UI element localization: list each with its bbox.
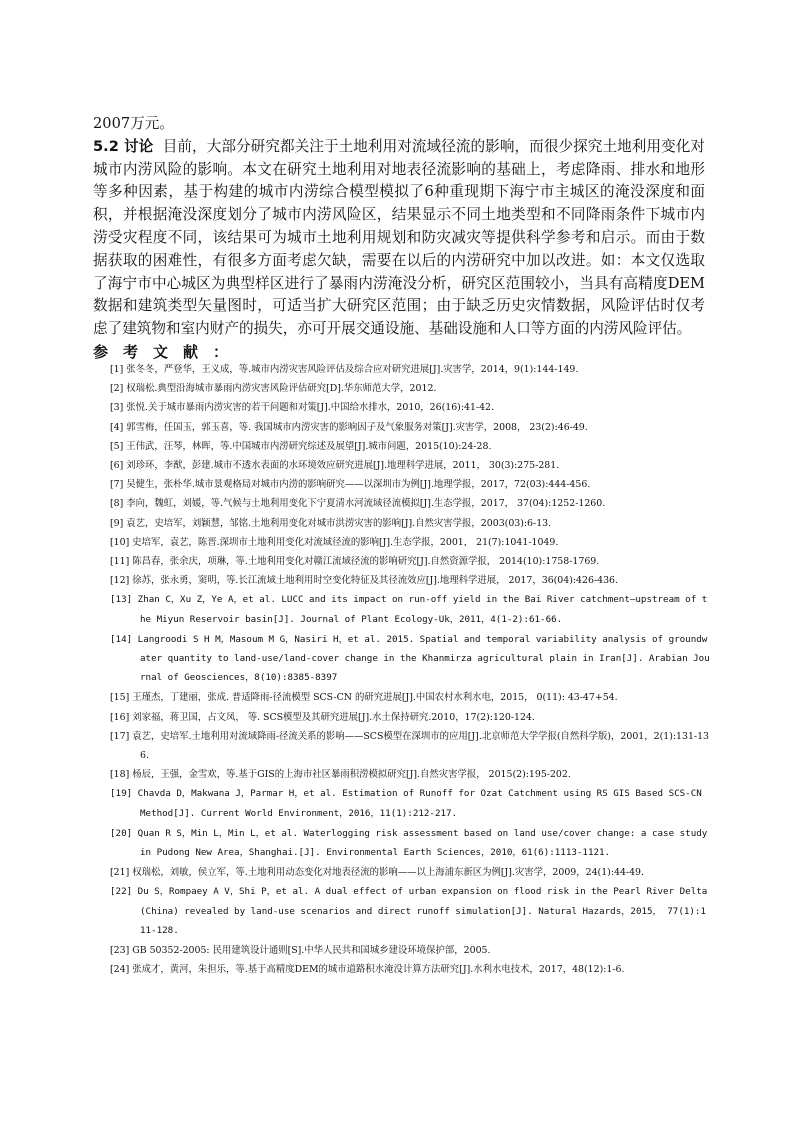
discussion-section bbox=[93, 113, 705, 341]
continuation-line: 2007万元。 bbox=[93, 115, 174, 132]
discussion-paragraph bbox=[93, 136, 705, 341]
reference-item: [16] 刘家福，蒋卫国，占文凤， 等. SCS模型及其研究进展[J].水土保持研究.2010，17(2):120-124. bbox=[110, 711, 535, 723]
reference-item: [24] 张成才，黄河，朱担乐，等.基于高精度DEM的城市道路积水淹没计算方法研究[J].水利水电技术，2017，48(12):1-6. bbox=[110, 964, 625, 976]
reference-item: [2] 权瑞松.典型沿海城市暴雨内涝灾害风险评估研究[D].华东师范大学，2012. bbox=[110, 383, 437, 395]
reference-item: [6] 刘珍环，李猷，彭建.城市不透水表面的水环境效应研究进展[J].地理科学进展，2011， 30(3):275-281. bbox=[110, 460, 560, 472]
discussion-text: 目前，大部分研究都关注于土地利用对流域径流的影响，而很少探究土地利用变化对城市内涝风险的影响。本文在研究土地利用对地表径流影响的基础上，考虑降雨、排水和地形等多种因素，基于构建的城市内涝综合模型模拟了6种重现期下海宁市主城区的淹没深度和面积，并根据淹没深度划分了城市内涝风险区，结果显示不同土地类型和不同降雨条件下城市内涝受灾程度不同，该结果可为城市土地利用规划和防灾减灾等提供科学参考和启示。而由于数据获取的困难性，有很多方面考虑欠缺，需要在以后的内涝研究中加以改进。如：本文仅选取了海宁市中心城区为典型样区进行了暴雨内涝淹没分析，研究区范围较小，当具有高精度DEM数据和建筑类型矢量图时，可适当扩大研究区范围；由于缺乏历史灾情数据，风险评估时仅考虑了建筑物和室内财产的损失，亦可开展交通设施、基础设施和人口等方面的内涝风险评估。 bbox=[93, 137, 705, 338]
reference-item: [9] 袁艺，史培军，刘颖慧，邹铭.土地利用变化对城市洪涝灾害的影响[J].自然灾害学报，2003(03):6-13. bbox=[110, 517, 552, 529]
reference-item: [22] Du S，Rompaey A V，Shi P，et al. A dual effect of urban expansion on flood risk in the Pearl River Delta (China) revealed by land-use scenarios and direct runoff simulation[J]. Natural Hazards，2015， 77(1):111-128. bbox=[110, 886, 708, 936]
section-heading: 5.2 讨论 bbox=[93, 137, 154, 155]
reference-item: [21] 权瑞松，刘敏，侯立军，等.土地利用动态变化对地表径流的影响——以上海浦东新区为例[J].灾害学，2009，24(1):44-49. bbox=[110, 867, 644, 879]
reference-item: [15] 王瑾杰，丁建丽，张成. 普适降雨-径流模型 SCS-CN 的研究进展[J].中国农村水利水电，2015， 0(11): 43-47+54. bbox=[110, 692, 618, 704]
reference-item: [1] 张冬冬，严登华，王义成，等.城市内涝灾害风险评估及综合应对研究进展[J].灾害学，2014，9(1):144-149. bbox=[110, 364, 579, 375]
reference-item: [20] Quan R S，Min L，Min L，et al. Waterlogging risk assessment based on land use/cover change: a case study in Pudong New Area，Shanghai.[J]. Environmental Earth Sciences，2010，61(6):1113-1121. bbox=[110, 827, 708, 859]
reference-item: [23] GB 50352-2005: 民用建筑设计通则[S].中华人民共和国城乡建设环境保护部，2005. bbox=[110, 945, 491, 957]
reference-item: [5] 王伟武，汪琴，林晖，等.中国城市内涝研究综述及展望[J].城市问题，2015(10):24-28. bbox=[110, 440, 492, 452]
reference-item: [3] 张悦.关于城市暴雨内涝灾害的若干问题和对策[J].中国给水排水，2010，26(16):41-42. bbox=[110, 402, 494, 414]
reference-item: [13] Zhan C，Xu Z，Ye A，et al. LUCC and its impact on run-off yield in the Bai River catchment—upstream of the Miyun Reservoir basin[J]. Journal of Plant Ecology-Uk，2011，4(1-2):61-66. bbox=[110, 594, 708, 625]
reference-list bbox=[110, 360, 710, 980]
reference-item: [11] 陈昌春，张余庆，项琳，等.土地利用变化对赣江流域径流的影响研究[J].自然资源学报， 2014(10):1758-1769. bbox=[110, 556, 600, 568]
reference-item: [10] 史培军，袁艺，陈晋.深圳市土地利用变化对流域径流的影响[J].生态学报，2001， 21(7):1041-1049. bbox=[110, 536, 559, 548]
reference-item: [4] 郭雪梅，任国玉，郭玉喜，等. 我国城市内涝灾害的影响因子及气象服务对策[J].灾害学，2008， 23(2):46-49. bbox=[110, 421, 588, 433]
reference-item: [17] 袁艺，史培军.土地利用对流域降雨-径流关系的影响——SCS模型在深圳市的应用[J].北京师范大学学报(自然科学版)，2001，2(1):131-136. bbox=[110, 730, 710, 762]
reference-item: [12] 徐苏，张永勇，窦明，等.长江流域土地利用时空变化特征及其径流效应[J].地理科学进展， 2017，36(04):426-436. bbox=[110, 575, 618, 587]
reference-item: [18] 杨辰，王强，金雪欢，等.基于GIS的上海市社区暴雨积涝模拟研究[J].自然灾害学报， 2015(2):195-202. bbox=[110, 769, 571, 781]
reference-item: [7] 吴健生，张朴华.城市景观格局对城市内涝的影响研究——以深圳市为例[J].地理学报，2017，72(03):444-456. bbox=[110, 479, 591, 491]
references-heading: 参考文献： bbox=[93, 343, 244, 361]
reference-item: [19] Chavda D，Makwana J，Parmar H，et al. Estimation of Runoff for Ozat Catchment using RS GIS Based SCS-CN Method[J]. Current World Environment，2016，11(1):212-217. bbox=[110, 788, 702, 819]
reference-item: [8] 李向，魏虹，刘媛，等.气候与土地利用变化下宁夏清水河流域径流模拟[J].生态学报，2017， 37(04):1252-1260. bbox=[110, 498, 606, 510]
reference-item: [14] Langroodi S H M，Masoum M G，Nasiri H，et al. 2015. Spatial and temporal variability analysis of groundwater quantity to land-use/land-cover change in the Khanmirza agricultural plain in Iran[J]. Arabian Journal of Geosciences，8(10):8385-8397 bbox=[110, 633, 710, 684]
